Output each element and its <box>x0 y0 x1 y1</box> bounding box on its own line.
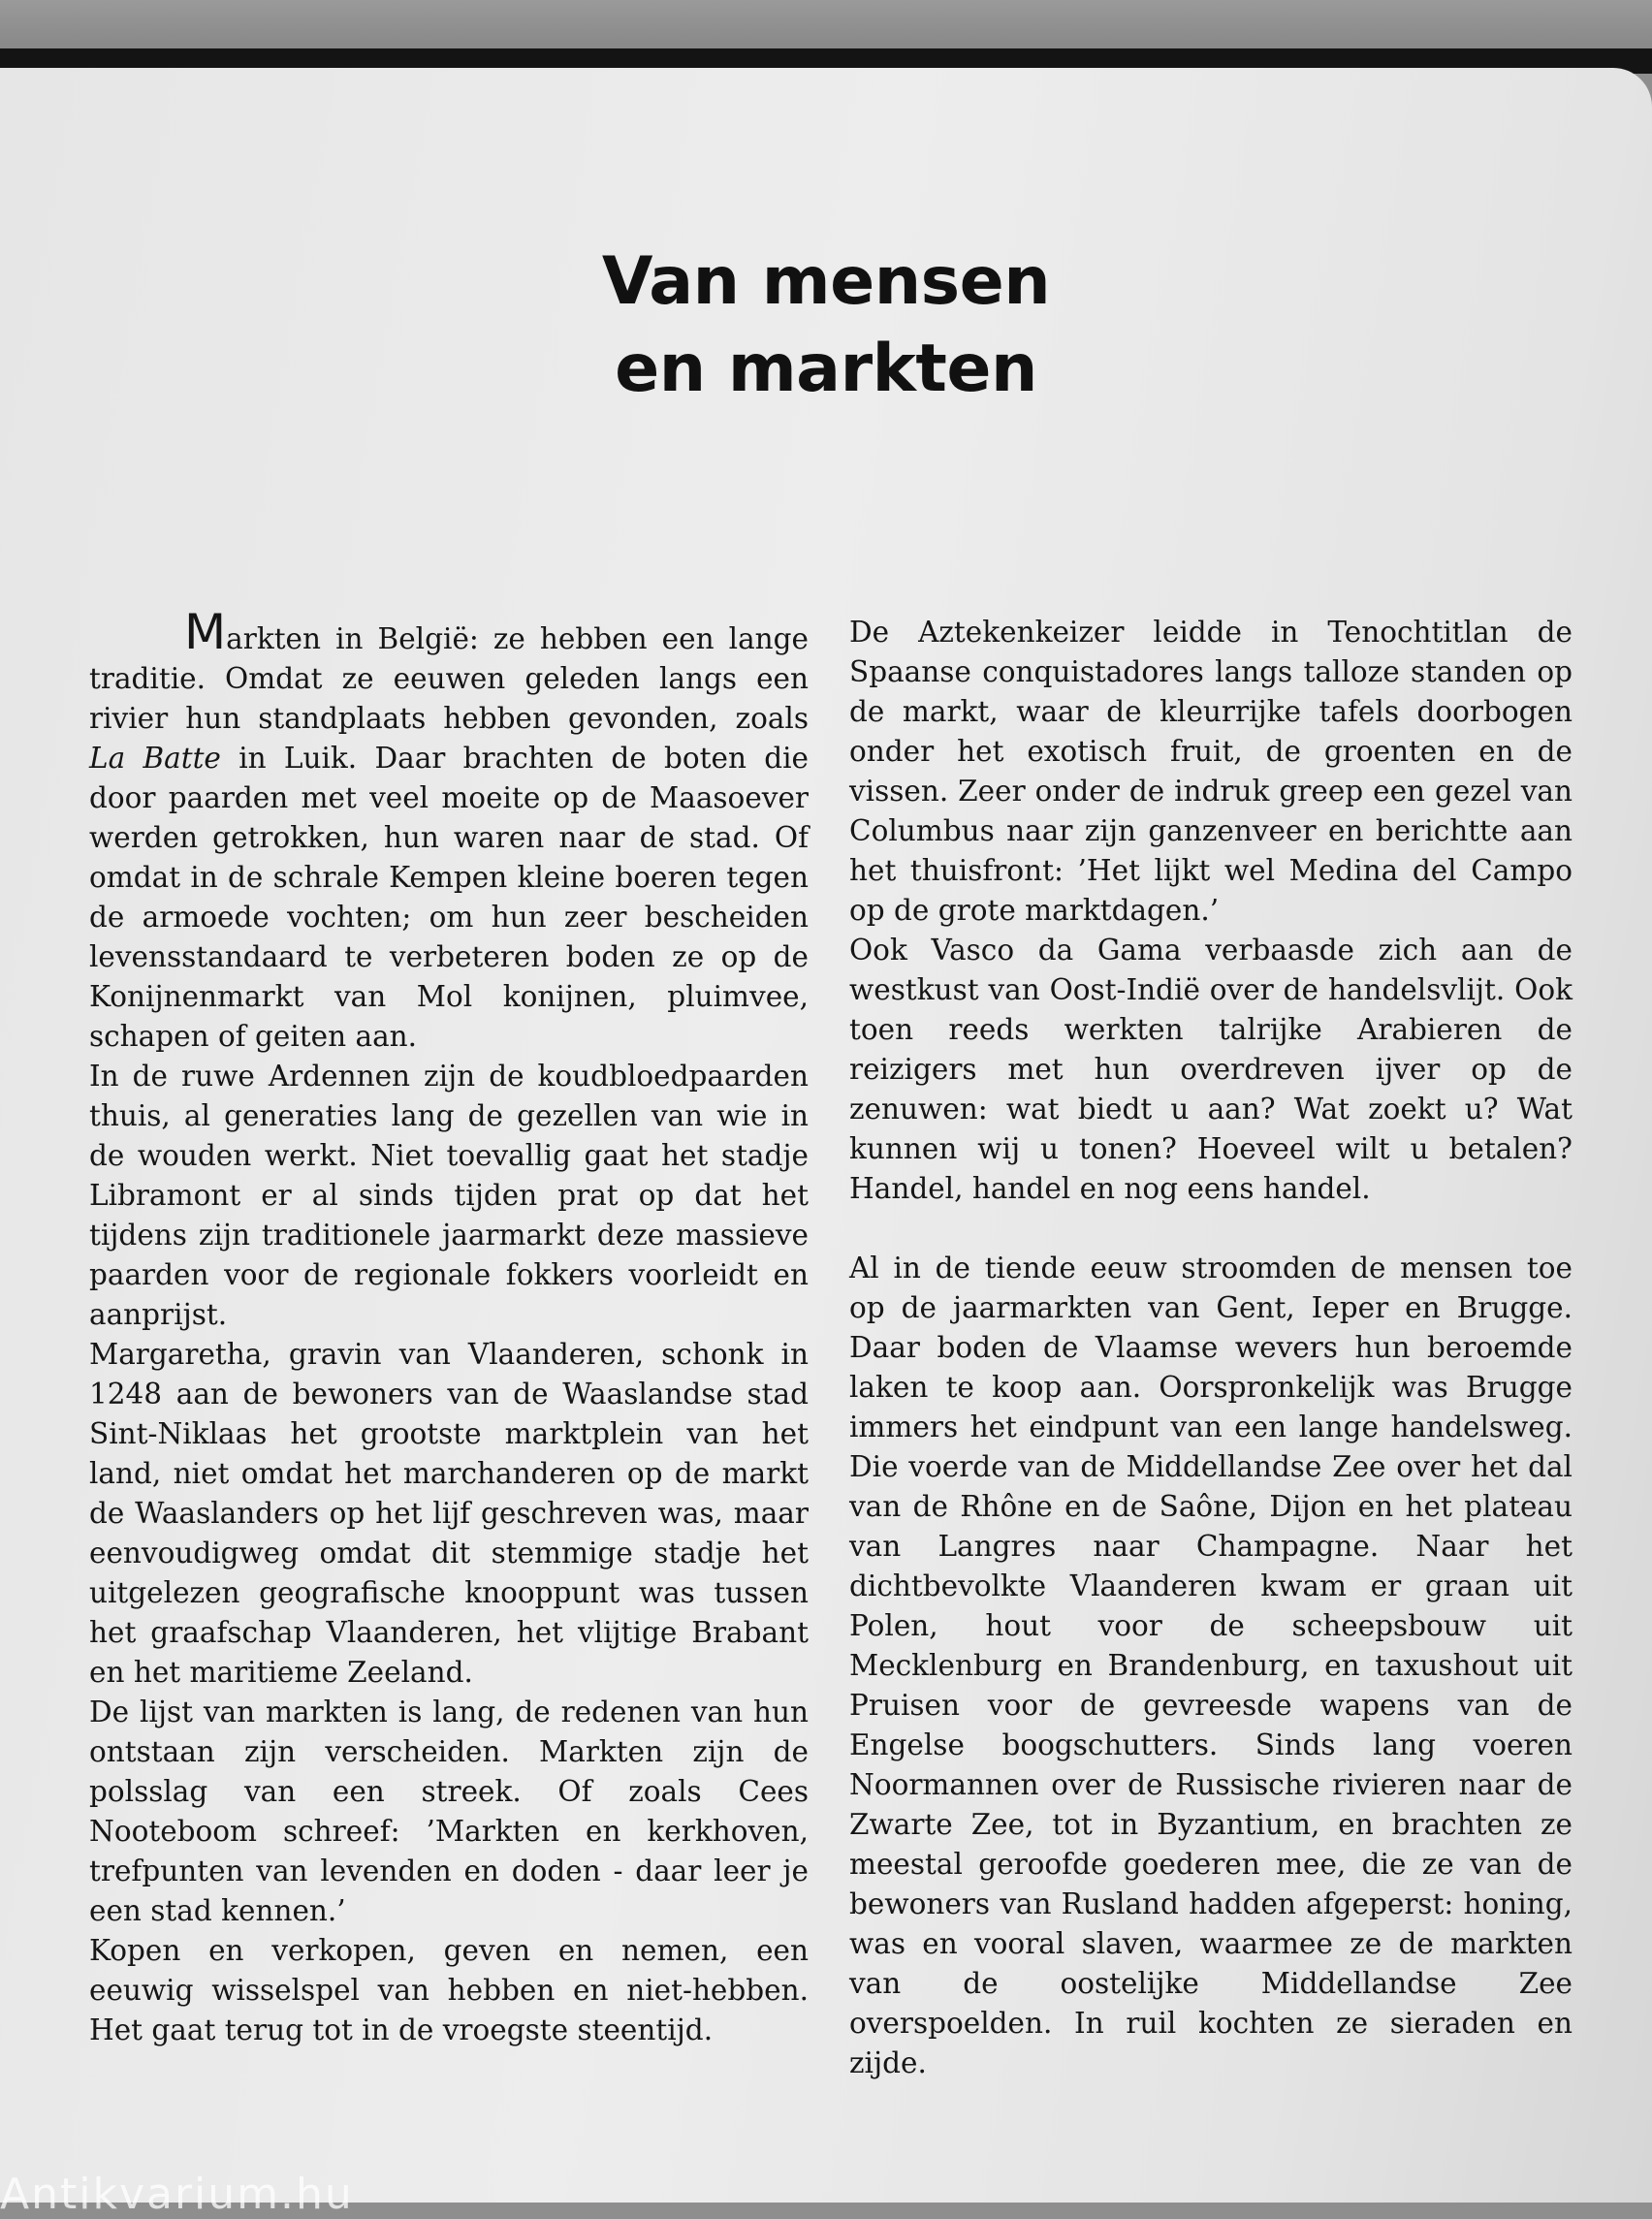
title-line-2: en markten <box>615 331 1037 407</box>
paragraph-5: Kopen en verkopen, geven en nemen, een eeuwig wisselspel van hebben en niet-hebben. Het gaat terug tot in de vroegste steentijd. <box>89 1934 809 2046</box>
dropcap: M <box>184 604 227 660</box>
title-line-1: Van mensen <box>601 243 1051 320</box>
paragraph-8: Al in de tiende eeuw stroomden de mensen toe op de jaarmarkten van Gent, Ieper en Brugge. Daar boden de Vlaamse wevers hun beroemde laken te koop aan. Oorspronkelijk was Brugge immers het eindpunt van een lange handelsweg. Die voerde van de Middellandse Zee over het dal van de Rhône en de Saône, Dijon en het plateau van Langres naar Champagne. Naar het dichtbevolkte Vlaanderen kwam er graan uit Polen, hout voor de scheepsbouw uit Mecklenburg en Brandenburg, en taxushout uit Pruisen voor de gevreesde wapens van de Engelse boogschutters. Sinds lang voeren Noormannen over de Russische rivieren naar de Zwarte Zee, tot in Byzantium, en brachten ze meestal geroofde goederen mee, die ze van de bewoners van Rusland hadden afgeperst: honing, was en vooral slaven, waarmee ze de markten van de oostelijke Middellandse Zee overspoelden. In ruil kochten ze sieraden en zijde. <box>849 1252 1573 2079</box>
paragraph-2: In de ruwe Ardennen zijn de koudbloedpaarden thuis, al generaties lang de gezellen van wie in de wouden werkt. Niet toevallig gaat het stadje Libramont er al sinds tijden prat op dat het tijdens zijn traditionele jaarmarkt deze massieve paarden voor de regionale fokkers voorleidt en aanprijst. <box>89 1060 809 1331</box>
paragraph-4: De lijst van markten is lang, de redenen van hun ontstaan zijn verscheiden. Markten zijn de polsslag van een streek. Of zoals Cees Nooteboom schreef: ’Markten en kerkhoven, trefpunten van levenden en doden - daar leer je een stad kennen.’ <box>89 1696 809 1927</box>
paragraph-1-text-b: in Luik. Daar brachten de boten die door paarden met veel moeite op de Maasoever werden getrokken, hun waren naar de stad. Of omdat in de schrale Kempen kleine boeren tegen de armoede vochten; om hun zeer bescheiden levensstandaard te verbeteren boden ze op de Konijnenmarkt van Mol konijnen, pluimvee, schapen of geiten aan. <box>89 742 809 1053</box>
paragraph-1-text-a: arkten in België: ze hebben een lange traditie. Omdat ze eeuwen geleden langs een rivier hun standplaats hebben gevonden, zoals <box>89 622 809 735</box>
paragraph-1-italic: La Batte <box>89 742 221 775</box>
watermark: Antikvarium.hu <box>0 2170 354 2219</box>
paragraph-3: Margaretha, gravin van Vlaanderen, schonk in 1248 aan de bewoners van de Waaslandse stad Sint-Niklaas het grootste marktplein van het land, niet omdat het marchanderen op de markt de Waaslanders op het lijf geschreven was, maar eenvoudigweg omdat dit stemmige stadje het uitgelezen geografische knooppunt was tussen het graafschap Vlaanderen, het vlijtige Brabant en het maritieme Zeeland. <box>89 1338 809 1689</box>
page-title <box>0 238 1652 413</box>
left-column <box>89 604 809 2050</box>
right-column <box>849 613 1573 2083</box>
paragraph-1 <box>89 604 809 1057</box>
paragraph-7: Ook Vasco da Gama verbaasde zich aan de westkust van Oost-Indië over de handelsvlijt. Ook toen reeds werkten talrijke Arabieren de reizigers met hun overdreven ijver op de zenuwen: wat biedt u aan? Wat zoekt u? Wat kunnen wij u tonen? Hoeveel wilt u betalen? Handel, handel en nog eens handel. <box>849 934 1573 1205</box>
paragraph-6: De Aztekenkeizer leidde in Tenochtitlan de Spaanse conquistadores langs talloze standen op de markt, waar de kleurrijke tafels doorbogen onder het exotisch fruit, de groenten en de vissen. Zeer onder de indruk greep een gezel van Columbus naar zijn ganzenveer en berichtte aan het thuisfront: ’Het lijkt wel Medina del Campo op de grote marktdagen.’ <box>849 616 1573 927</box>
